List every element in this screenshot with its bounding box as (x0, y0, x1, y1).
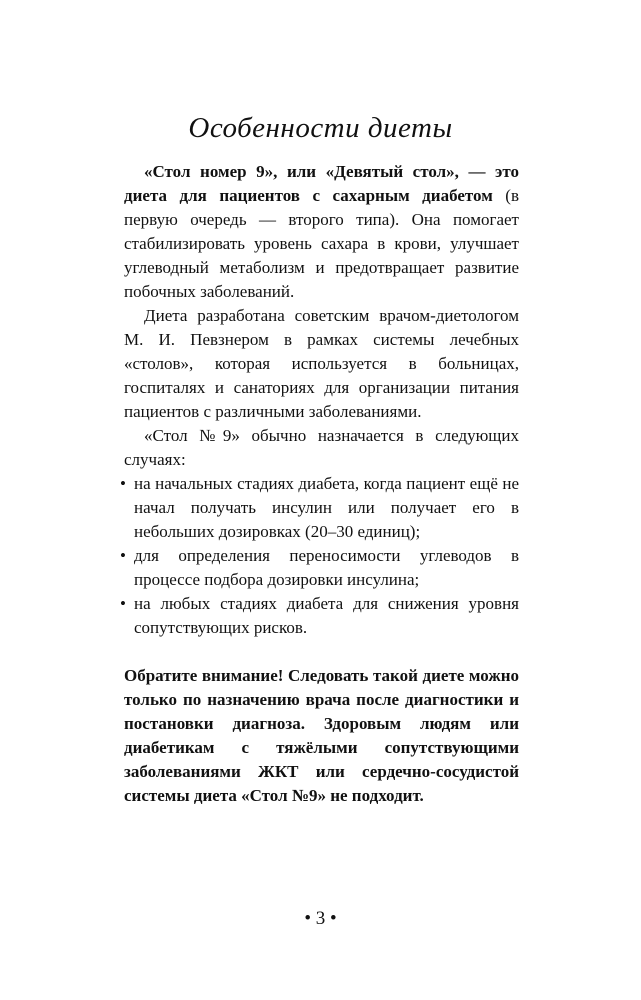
history-paragraph: Диета разработана советским врачом-диетологом М. И. Певзнером в рамках системы лечебных «столов», которая используется в больницах, госпиталях и санаториях для организации питания пациентов с различными заболеваниями. (124, 306, 519, 421)
warning-paragraph: Обратите внимание! Следовать такой диете можно только по назначению врача после диагностики и постановки диагноза. Здоровым людям или диабетикам с тяжёлыми сопутствующими заболеваниями ЖКТ или сердечно-сосудистой системы диета «Стол №9» не подходит. (124, 666, 519, 805)
page-body (124, 160, 519, 808)
list-item: • на любых стадиях диабета для снижения уровня сопутствующих рисков. (124, 592, 519, 640)
intro-paragraph (124, 160, 519, 304)
intro-regular-text: (в первую очередь — второго типа). Она помогает стабилизировать уровень сахара в крови, улучшает углеводный метаболизм и предотвращает развитие побочных заболеваний. (124, 186, 519, 301)
page-number: • 3 • (304, 908, 337, 929)
cases-list (124, 472, 519, 640)
intro-bold-text: «Стол номер 9», или «Девятый стол», — это диета для пациентов с сахарным диабетом (124, 162, 519, 205)
cases-intro-paragraph: «Стол №9» обычно назначается в следующих случаях: (124, 426, 519, 469)
list-item: • на начальных стадиях диабета, когда пациент ещё не начал получать инсулин или получает его в небольших дозировках (20–30 единиц); (124, 472, 519, 544)
page-title: Особенности диеты (188, 112, 453, 144)
list-item: • для определения переносимости углеводов в процессе подбора дозировки инсулина; (124, 544, 519, 592)
